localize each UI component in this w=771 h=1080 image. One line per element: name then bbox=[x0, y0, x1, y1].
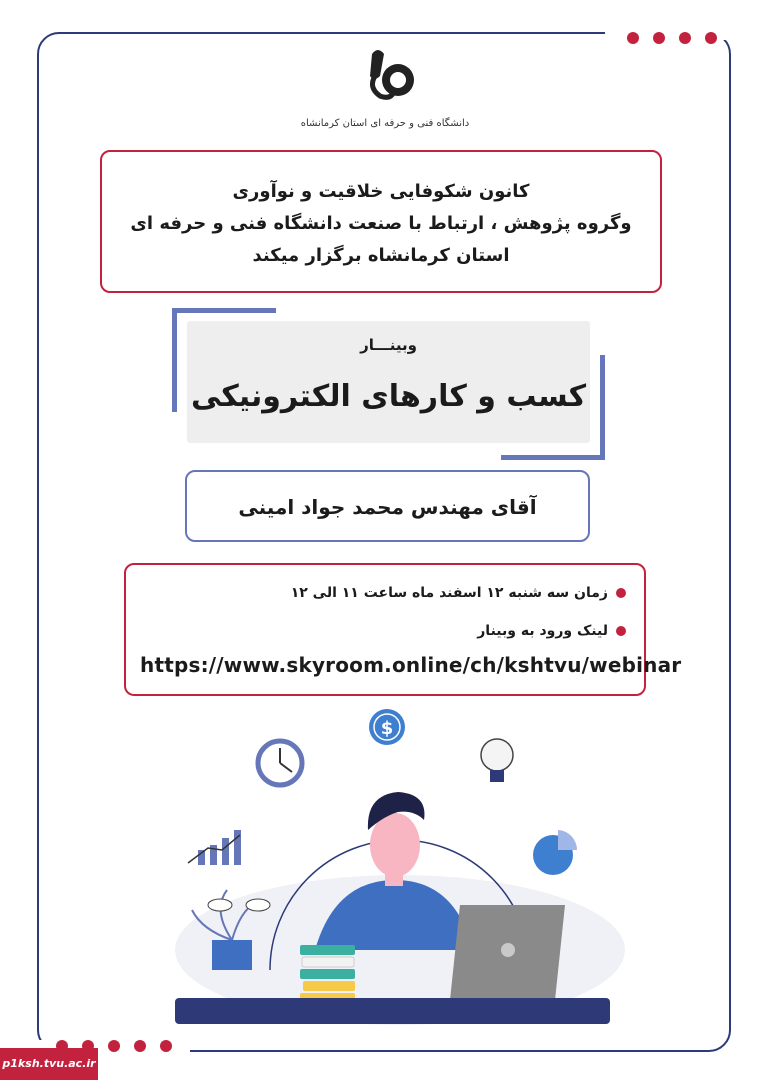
bullet-icon bbox=[616, 588, 626, 598]
organizer-box bbox=[100, 150, 662, 293]
person-illustration bbox=[315, 792, 473, 950]
books-icon bbox=[300, 945, 355, 1003]
link-label-line bbox=[477, 623, 626, 639]
webinar-title: کسب و کارهای الکترونیکی bbox=[190, 379, 587, 414]
organizer-line-2: وگروه پژوهش ، ارتباط با صنعت دانشگاه فنی و حرفه ای bbox=[130, 213, 632, 234]
time-line bbox=[291, 585, 626, 601]
dollar-coin-icon bbox=[369, 709, 405, 745]
accent-bar bbox=[172, 308, 276, 313]
accent-bar bbox=[172, 308, 177, 412]
logo-caption: دانشگاه فنی و حرفه ای استان کرمانشاه bbox=[300, 118, 470, 129]
decorative-dots-top bbox=[627, 32, 717, 44]
footer-domain[interactable]: p1ksh.tvu.ac.ir bbox=[0, 1048, 98, 1080]
illustration bbox=[170, 700, 630, 1030]
pie-chart-icon bbox=[533, 830, 577, 875]
speaker-name: آقای مهندس محمد جواد امینی bbox=[238, 495, 537, 519]
webinar-url[interactable]: https://www.skyroom.online/ch/kshtvu/webinar bbox=[140, 653, 682, 677]
accent-bar bbox=[501, 455, 605, 460]
bullet-icon bbox=[616, 626, 626, 636]
laptop-icon bbox=[450, 905, 565, 1000]
desk bbox=[175, 998, 610, 1024]
event-time: زمان سه شنبه ۱۲ اسفند ماه ساعت ۱۱ الی ۱۲ bbox=[290, 585, 608, 601]
webinar-label: وبینـــار bbox=[360, 336, 417, 354]
webinar-title-box bbox=[187, 321, 590, 443]
organizer-line-1: کانون شکوفایی خلاقیت و نوآوری bbox=[232, 181, 530, 202]
clock-icon bbox=[258, 741, 302, 785]
event-info-box bbox=[124, 563, 682, 696]
svg-text:$: $ bbox=[380, 718, 394, 739]
logo-mark-icon bbox=[300, 42, 470, 117]
link-label: لینک ورود به وبینار bbox=[477, 623, 608, 639]
lightbulb-icon bbox=[481, 739, 513, 782]
accent-bar bbox=[600, 355, 605, 459]
speaker-box bbox=[185, 470, 590, 542]
bar-chart-icon bbox=[188, 830, 241, 865]
university-logo bbox=[300, 42, 470, 142]
organizer-line-3: استان کرمانشاه برگزار میکند bbox=[252, 245, 510, 266]
